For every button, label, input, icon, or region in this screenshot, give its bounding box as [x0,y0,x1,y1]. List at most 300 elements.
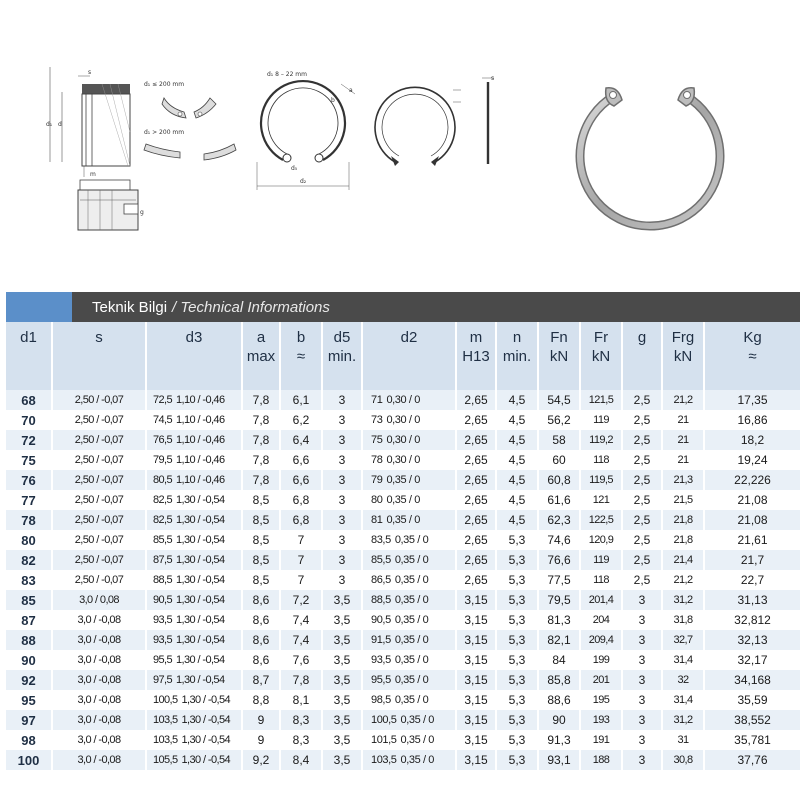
cell-d2-value: 85,5 [371,554,391,566]
cell-m: 3,15 [456,610,496,630]
cell-d3-value: 90,5 [153,594,173,606]
cell-s: 3,0 / -0,08 [52,710,146,730]
cell-d3-value: 93,5 [153,634,173,646]
cell-m: 2,65 [456,450,496,470]
cell-fr: 119,5 [580,470,622,490]
cell-d2-value: 90,5 [371,614,391,626]
cell-d3 [146,670,242,690]
cell-m: 3,15 [456,630,496,650]
cell-d2 [362,630,456,650]
cell-d2-tolerance: 0,35 / 0 [386,474,420,486]
cell-fr: 191 [580,730,622,750]
column-header-label: s [95,329,103,346]
column-header-label: Frg [671,329,695,346]
cell-a: 9 [242,710,280,730]
cell-fn: 58 [538,430,580,450]
cell-d3-value: 85,5 [153,534,173,546]
cell-d2-value: 71 [371,394,383,406]
cell-g: 2,5 [622,410,662,430]
cell-n: 5,3 [496,550,538,570]
cell-d2-value: 83,5 [371,534,391,546]
cell-a: 8,5 [242,510,280,530]
cell-d3 [146,750,242,770]
cell-b: 6,4 [280,430,322,450]
cell-s: 2,50 / -0,07 [52,430,146,450]
cell-fr: 122,5 [580,510,622,530]
cell-d2-tolerance: 0,35 / 0 [394,634,429,646]
cell-d2-tolerance: 0,35 / 0 [386,494,420,506]
specs-table [6,322,800,770]
table-row [6,750,800,770]
cell-d3-value: 103,5 [153,714,178,726]
header-title-en-text: Technical Informations [180,298,330,316]
cell-fr: 118 [580,450,622,470]
cell-d1: 68 [6,390,52,410]
cell-d3-tolerance: 1,30 / -0,54 [176,654,225,666]
cell-d3-value: 80,5 [153,474,173,486]
cell-frg: 21,3 [662,470,704,490]
cell-n: 5,3 [496,530,538,550]
cell-fr: 195 [580,690,622,710]
cell-d2 [362,530,456,550]
cell-s: 2,50 / -0,07 [52,530,146,550]
cell-d2-value: 79 [371,474,383,486]
column-header [704,322,800,390]
cell-d1: 83 [6,570,52,590]
cell-d3 [146,630,242,650]
technical-info-header [6,292,800,322]
cell-a: 8,5 [242,550,280,570]
cell-d2-tolerance: 0,35 / 0 [394,614,429,626]
cell-d3 [146,650,242,670]
cell-frg: 31,8 [662,610,704,630]
range-top-label: d₁ 8 – 22 mm [267,71,307,78]
cell-frg: 21 [662,410,704,430]
cell-g: 2,5 [622,510,662,530]
table-row [6,590,800,610]
cell-kg: 35,59 [704,690,800,710]
cell-g: 2,5 [622,470,662,490]
cell-a: 9,2 [242,750,280,770]
cell-fr: 201 [580,670,622,690]
cell-d3-value: 93,5 [153,614,173,626]
cell-d2-tolerance: 0,35 / 0 [394,574,429,586]
cell-d2-value: 93,5 [371,654,391,666]
cell-g: 2,5 [622,570,662,590]
ring-plan-drawing [245,62,363,192]
column-header-unit: max [246,348,276,365]
cell-d2-value: 75 [371,434,383,446]
cell-d3 [146,430,242,450]
cell-fn: 76,6 [538,550,580,570]
cell-g: 2,5 [622,390,662,410]
cell-a: 7,8 [242,450,280,470]
cell-g: 2,5 [622,550,662,570]
header-separator: / [172,298,181,316]
cell-d5: 3,5 [322,750,362,770]
cell-b: 6,1 [280,390,322,410]
cell-d2-tolerance: 0,35 / 0 [400,734,435,746]
cell-a: 8,5 [242,570,280,590]
cell-d3-tolerance: 1,10 / -0,46 [176,474,225,486]
column-header-label: Fn [550,329,568,346]
cell-frg: 21,2 [662,390,704,410]
cell-m: 2,65 [456,490,496,510]
cell-n: 5,3 [496,630,538,650]
cell-g: 3 [622,650,662,670]
table-row [6,730,800,750]
cell-fn: 85,8 [538,670,580,690]
cell-d2-value: 103,5 [371,754,397,766]
cell-s: 3,0 / -0,08 [52,630,146,650]
s-label: s [88,69,92,76]
column-header-label: a [256,329,266,346]
cell-g: 3 [622,610,662,630]
cell-kg: 22,7 [704,570,800,590]
column-header-label: g [637,329,647,346]
cell-b: 7,6 [280,650,322,670]
cell-b: 7 [280,550,322,570]
cell-b: 7 [280,530,322,550]
cell-d1: 75 [6,450,52,470]
column-header-unit: min. [327,348,357,365]
cell-frg: 31,2 [662,590,704,610]
table-row [6,530,800,550]
cell-fn: 91,3 [538,730,580,750]
cell-d3 [146,690,242,710]
cell-d3-value: 95,5 [153,654,173,666]
cell-kg: 17,35 [704,390,800,410]
cell-a: 8,6 [242,610,280,630]
cell-d2 [362,510,456,530]
cell-s: 3,0 / -0,08 [52,650,146,670]
ring-alt-drawing [365,80,465,180]
cell-d3-value: 79,5 [153,454,173,466]
cell-d5: 3 [322,470,362,490]
cell-m: 3,15 [456,690,496,710]
cell-d2 [362,570,456,590]
cell-d2 [362,710,456,730]
cell-d3-tolerance: 1,30 / -0,54 [181,714,230,726]
cell-d5: 3,5 [322,670,362,690]
cell-kg: 34,168 [704,670,800,690]
cell-n: 5,3 [496,690,538,710]
cell-d3-tolerance: 1,30 / -0,54 [176,534,225,546]
cell-d3-tolerance: 1,30 / -0,54 [176,574,225,586]
column-header [146,322,242,390]
cell-b: 8,3 [280,710,322,730]
cell-d3 [146,530,242,550]
column-header-label: d1 [20,329,37,346]
cell-d2 [362,450,456,470]
specs-table-container [6,322,800,770]
cell-g: 2,5 [622,530,662,550]
cell-s: 2,50 / -0,07 [52,510,146,530]
m-label: m [90,171,96,178]
cell-d3-value: 82,5 [153,494,173,506]
cell-d2-tolerance: 0,30 / 0 [386,434,420,446]
cell-d5: 3 [322,530,362,550]
cell-fr: 119 [580,550,622,570]
table-row [6,670,800,690]
cell-d5: 3,5 [322,630,362,650]
cell-d3-tolerance: 1,10 / -0,46 [176,454,225,466]
side-s-label: s [491,75,495,82]
cell-d2-value: 88,5 [371,594,391,606]
cell-m: 3,15 [456,710,496,730]
range-large-label: d₁ > 200 mm [144,129,185,136]
table-row [6,650,800,670]
cell-d3-tolerance: 1,30 / -0,54 [176,494,225,506]
cell-d1: 100 [6,750,52,770]
cell-fr: 118 [580,570,622,590]
cell-d2 [362,470,456,490]
header-title-bar [72,292,800,322]
cell-kg: 21,61 [704,530,800,550]
cell-n: 4,5 [496,430,538,450]
cell-kg: 32,812 [704,610,800,630]
cell-g: 3 [622,750,662,770]
column-header [362,322,456,390]
header-accent-block [6,292,72,322]
cell-s: 3,0 / -0,08 [52,610,146,630]
cell-b: 6,6 [280,450,322,470]
cell-d3-tolerance: 1,30 / -0,54 [176,614,225,626]
cell-d1: 78 [6,510,52,530]
cell-m: 2,65 [456,550,496,570]
cell-frg: 31,2 [662,710,704,730]
cell-d3-tolerance: 1,30 / -0,54 [176,594,225,606]
table-row [6,630,800,650]
cell-d3-tolerance: 1,30 / -0,54 [176,554,225,566]
cell-d2-value: 80 [371,494,383,506]
cell-m: 3,15 [456,670,496,690]
circlip-image [570,78,730,238]
cell-kg: 16,86 [704,410,800,430]
cell-d1: 72 [6,430,52,450]
cell-d3 [146,610,242,630]
cell-g: 3 [622,690,662,710]
column-header [322,322,362,390]
cell-d1: 76 [6,470,52,490]
cell-b: 7,8 [280,670,322,690]
column-header-label: d3 [185,329,203,346]
cell-fn: 60,8 [538,470,580,490]
column-header-unit: H13 [462,348,490,365]
cell-d3-value: 103,5 [153,734,178,746]
cell-frg: 31,4 [662,650,704,670]
cell-d5: 3 [322,570,362,590]
cell-n: 5,3 [496,670,538,690]
ring-end-details-drawing [140,78,240,168]
cell-b: 8,1 [280,690,322,710]
cell-d1: 70 [6,410,52,430]
cell-g: 2,5 [622,450,662,470]
cell-d3-value: 76,5 [153,434,173,446]
cell-kg: 35,781 [704,730,800,750]
cell-d3 [146,570,242,590]
column-header-label: Fr [593,329,609,346]
cell-fn: 82,1 [538,630,580,650]
cell-d3 [146,730,242,750]
cell-a: 8,6 [242,650,280,670]
cell-frg: 21 [662,450,704,470]
column-header-unit: min. [502,348,532,365]
cell-d3 [146,470,242,490]
cell-n: 5,3 [496,570,538,590]
technical-drawings [0,0,800,292]
cell-fn: 88,6 [538,690,580,710]
cell-d5: 3,5 [322,650,362,670]
cell-fr: 188 [580,750,622,770]
cell-frg: 21,4 [662,550,704,570]
cell-d2-tolerance: 0,30 / 0 [386,454,420,466]
cell-d3-value: 87,5 [153,554,173,566]
cell-n: 4,5 [496,390,538,410]
cell-b: 6,8 [280,510,322,530]
cell-d2 [362,730,456,750]
cell-d3 [146,450,242,470]
column-header [580,322,622,390]
cell-g: 3 [622,730,662,750]
cell-d1: 92 [6,670,52,690]
cell-d2 [362,490,456,510]
cell-m: 2,65 [456,430,496,450]
cell-d2-value: 95,5 [371,674,391,686]
cell-fr: 209,4 [580,630,622,650]
cell-s: 2,50 / -0,07 [52,570,146,590]
cell-d3 [146,390,242,410]
table-row [6,430,800,450]
g-label: g [140,209,144,216]
cell-d1: 98 [6,730,52,750]
column-header-label: m [469,329,483,346]
column-header [242,322,280,390]
cell-d5: 3 [322,430,362,450]
cell-d2-tolerance: 0,35 / 0 [394,674,429,686]
cell-m: 2,65 [456,510,496,530]
cell-a: 7,8 [242,410,280,430]
cell-b: 7,2 [280,590,322,610]
cell-b: 8,4 [280,750,322,770]
cell-frg: 21,2 [662,570,704,590]
cell-b: 6,8 [280,490,322,510]
cell-d2-value: 73 [371,414,383,426]
table-row [6,390,800,410]
cell-fn: 84 [538,650,580,670]
cell-d2-tolerance: 0,35 / 0 [394,694,429,706]
cell-g: 3 [622,710,662,730]
cell-d2 [362,410,456,430]
cell-n: 5,3 [496,710,538,730]
cell-fr: 199 [580,650,622,670]
cell-d2 [362,690,456,710]
ring-side-drawing [478,72,498,172]
cell-d5: 3,5 [322,610,362,630]
column-header-label: d2 [400,329,418,346]
table-row [6,410,800,430]
cell-fn: 74,6 [538,530,580,550]
cell-fn: 77,5 [538,570,580,590]
cell-d5: 3 [322,550,362,570]
cell-kg: 19,24 [704,450,800,470]
column-header [456,322,496,390]
cell-frg: 31 [662,730,704,750]
cell-a: 8,7 [242,670,280,690]
cell-kg: 21,08 [704,490,800,510]
d1-label: d₁ [46,121,53,128]
cell-kg: 32,13 [704,630,800,650]
cell-d1: 82 [6,550,52,570]
column-header [52,322,146,390]
cell-s: 2,50 / -0,07 [52,490,146,510]
cell-d2-tolerance: 0,35 / 0 [394,594,429,606]
cell-b: 7 [280,570,322,590]
cell-frg: 21,8 [662,510,704,530]
cell-fn: 56,2 [538,410,580,430]
cell-s: 2,50 / -0,07 [52,550,146,570]
cell-d2-value: 91,5 [371,634,391,646]
cell-kg: 22,226 [704,470,800,490]
cell-s: 2,50 / -0,07 [52,470,146,490]
cell-kg: 37,76 [704,750,800,770]
cell-frg: 21,5 [662,490,704,510]
cell-s: 2,50 / -0,07 [52,390,146,410]
column-header [496,322,538,390]
cell-a: 8,5 [242,490,280,510]
cell-m: 2,65 [456,410,496,430]
cell-s: 3,0 / -0,08 [52,670,146,690]
cell-a: 8,8 [242,690,280,710]
column-header-label: Kg [743,329,762,346]
cell-s: 2,50 / -0,07 [52,450,146,470]
cell-n: 4,5 [496,470,538,490]
column-header [538,322,580,390]
cell-m: 3,15 [456,750,496,770]
cell-d3-value: 105,5 [153,754,178,766]
table-row [6,570,800,590]
cell-d3 [146,490,242,510]
cell-d2 [362,650,456,670]
cell-fn: 81,3 [538,610,580,630]
cell-s: 3,0 / -0,08 [52,750,146,770]
d-label: d [58,121,62,128]
cell-d3-tolerance: 1,30 / -0,54 [181,734,230,746]
cell-g: 3 [622,630,662,650]
cell-d2 [362,390,456,410]
cell-d5: 3 [322,410,362,430]
cell-d2-value: 81 [371,514,383,526]
table-row [6,710,800,730]
cell-b: 8,3 [280,730,322,750]
cell-fn: 54,5 [538,390,580,410]
cell-d3 [146,510,242,530]
cell-d3-tolerance: 1,10 / -0,46 [176,434,225,446]
cell-n: 5,3 [496,750,538,770]
cell-frg: 31,4 [662,690,704,710]
cell-kg: 32,17 [704,650,800,670]
cell-d1: 97 [6,710,52,730]
cell-d3-tolerance: 1,10 / -0,46 [176,394,225,406]
cell-d3-tolerance: 1,10 / -0,46 [176,414,225,426]
header-title-tr: Teknik Bilgi [92,298,168,316]
cell-d3 [146,710,242,730]
cell-d2-value: 78 [371,454,383,466]
cell-d5: 3,5 [322,710,362,730]
cell-d3-value: 100,5 [153,694,178,706]
cell-fr: 201,4 [580,590,622,610]
cell-d2-tolerance: 0,30 / 0 [386,394,420,406]
